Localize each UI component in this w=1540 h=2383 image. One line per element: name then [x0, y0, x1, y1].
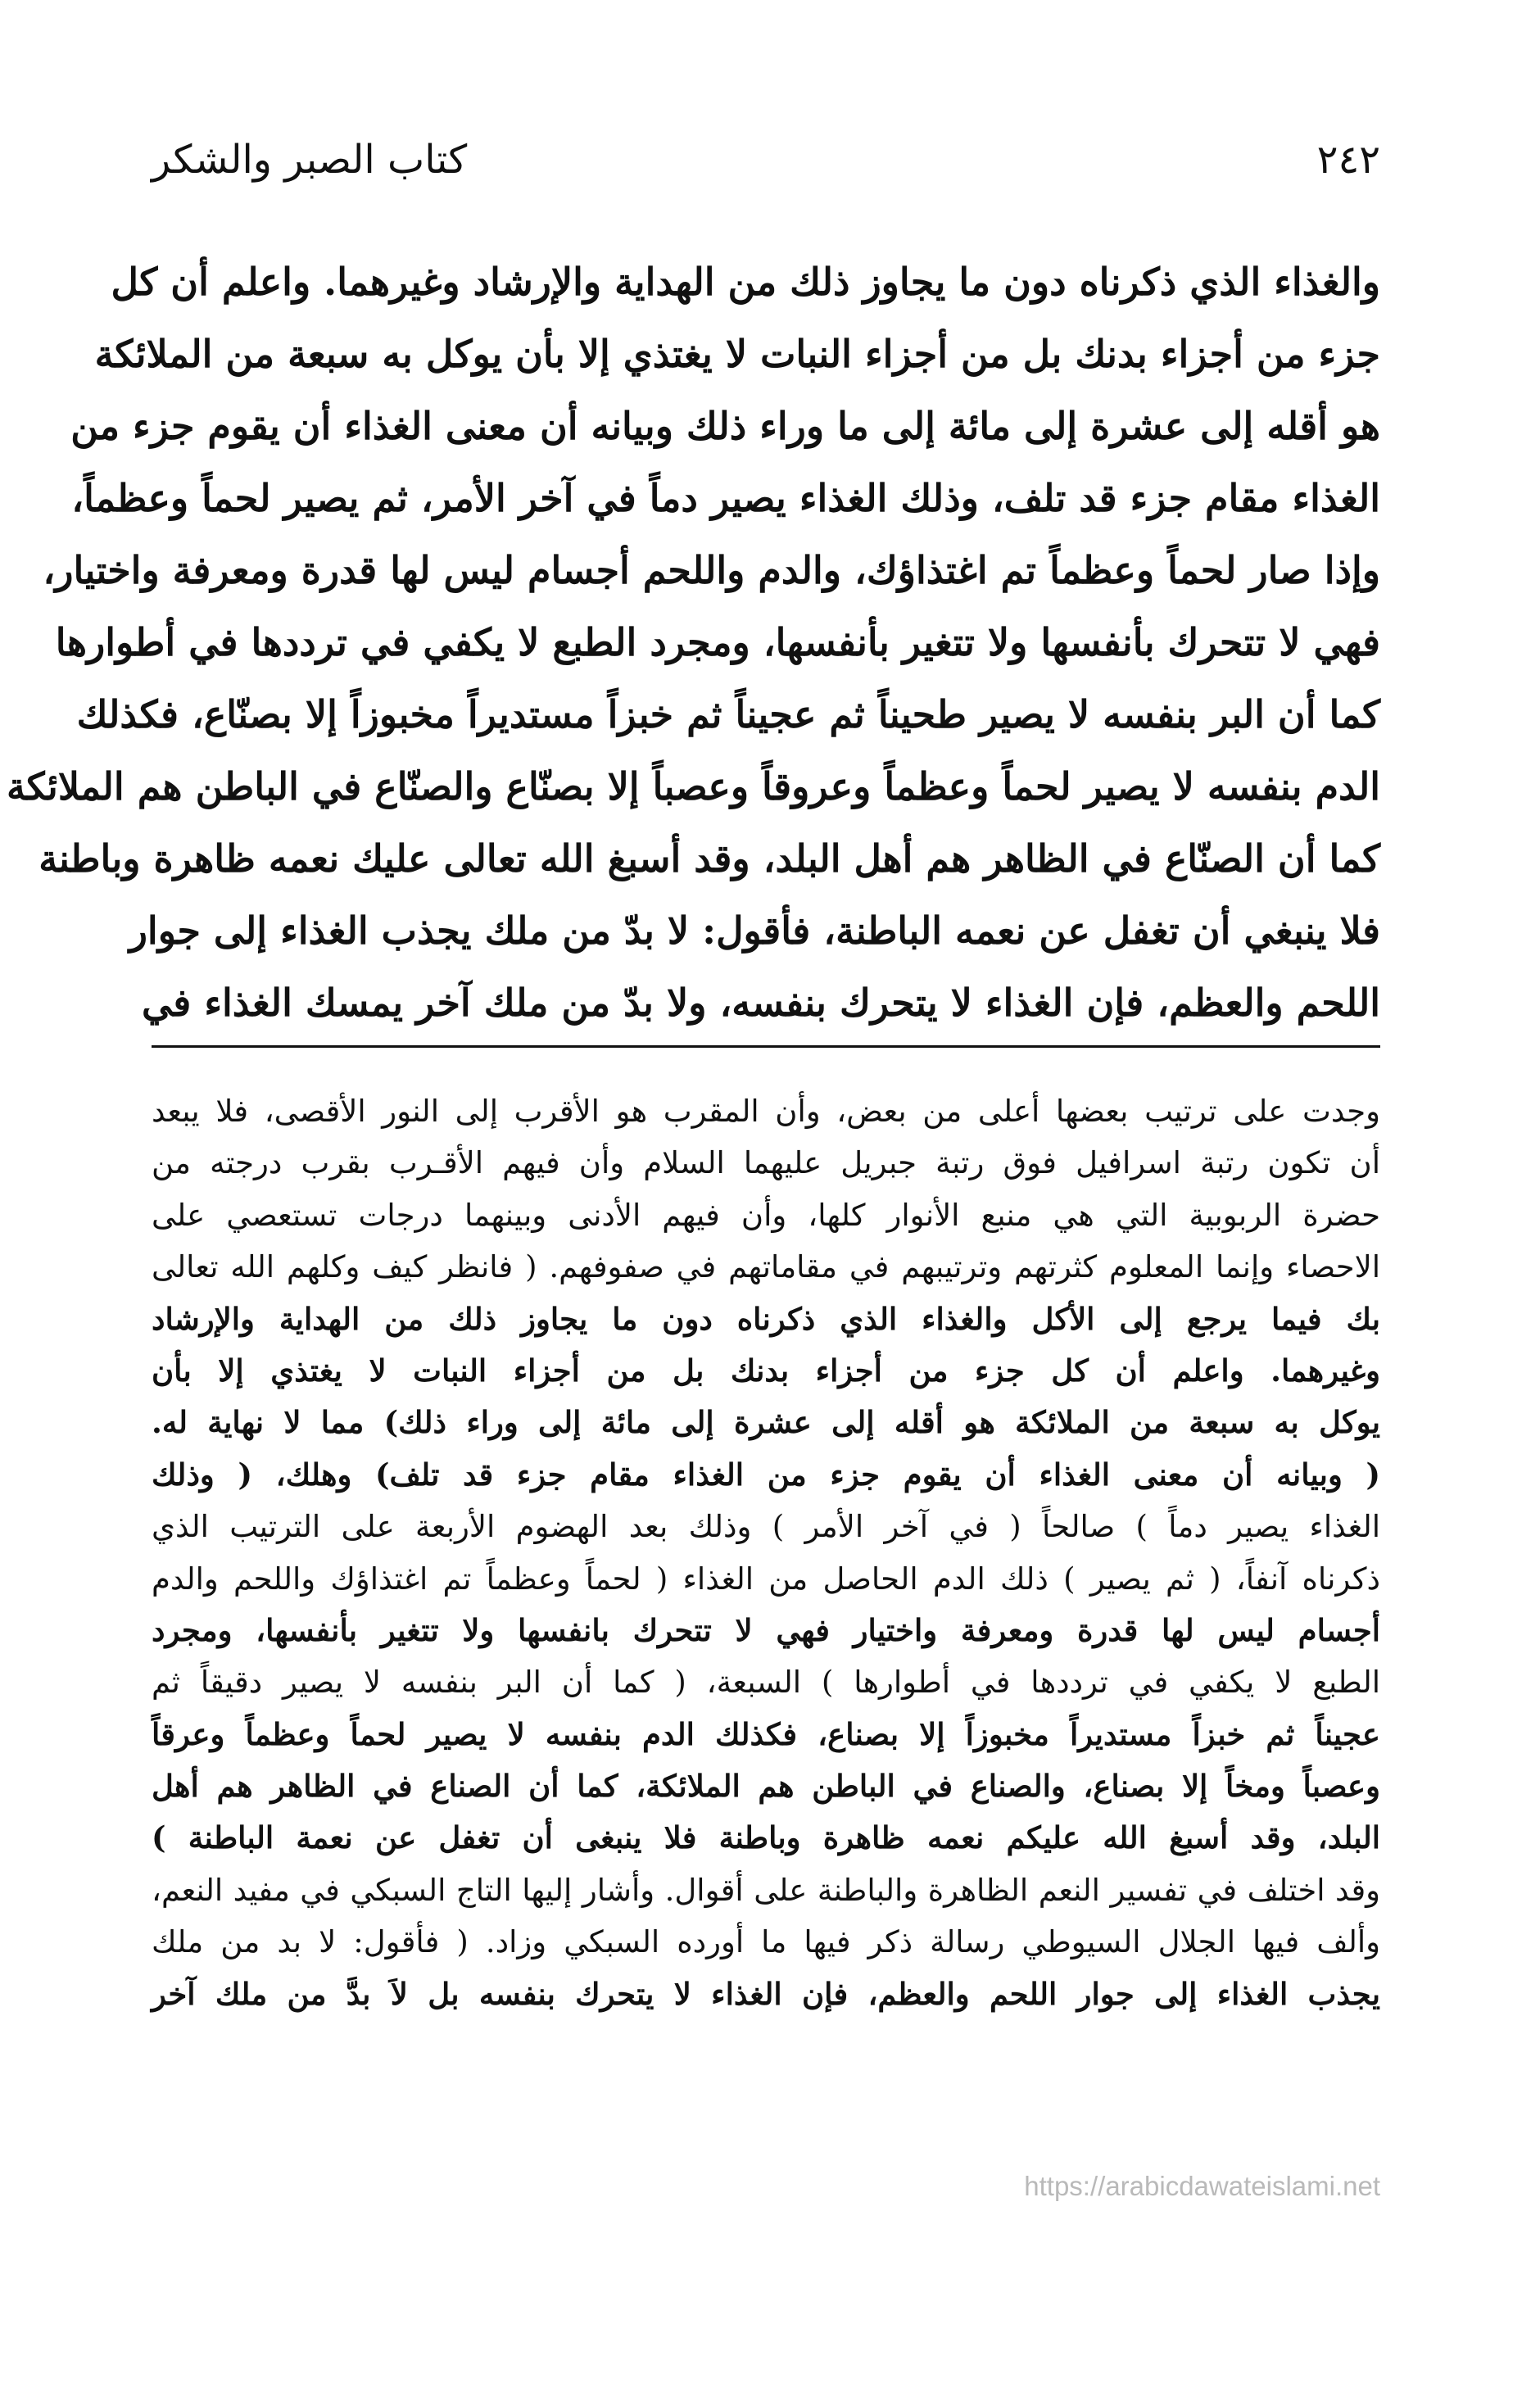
footnote-line: الطبع لا يكفي في ترددها في أطوارها ) السبعة، ( كما أن البر بنفسه لا يصير دقيقاً ثم — [152, 1665, 1380, 1701]
main-line: الدم بنفسه لا يصير لحماً وعظماً وعروقاً وعصباً إلا بصنّاع والصنّاع في الباطن هم الملائكة — [6, 764, 1380, 809]
page-header — [152, 123, 1380, 197]
main-line: جزء من أجزاء بدنك بل من أجزاء النبات لا يغتذي إلا بأن يوكل به سبعة من الملائكة — [94, 332, 1380, 376]
main-line: اللحم والعظم، فإن الغذاء لا يتحرك بنفسه، ولا بدّ من ملك آخر يمسك الغذاء في — [141, 981, 1380, 1025]
page-number: ٢٤٢ — [1316, 137, 1380, 183]
footnote-line: وعصباً ومخاً إلا بصناع، والصناع في الباطن هم الملائكة، كما أن الصناع في الظاهر هم أهل — [152, 1768, 1380, 1805]
footnote-line: ذكرناه آنفاً، ( ثم يصير ) ذلك الدم الحاصل من الغذاء ( لحماً وعظماً تم اغتذاؤك واللحم والدم — [152, 1561, 1380, 1597]
footnote-line: يجذب الغذاء إلى جوار اللحم والعظم، فإن الغذاء لا يتحرك بنفسه بل لاَ بدَّ من ملك آخر — [152, 1975, 1380, 2012]
footnote-commentary — [152, 1085, 1380, 2020]
main-text — [6, 246, 1380, 1039]
footnote-line: ( وبيانه أن معنى الغذاء أن يقوم جزء من الغذاء مقام جزء قد تلف) وهلك، ( وذلك — [152, 1456, 1380, 1493]
main-line: فهي لا تتحرك بأنفسها ولا تتغير بأنفسها، ومجرد الطبع لا يكفي في ترددها في أطوارها — [55, 620, 1380, 664]
footnote-line: الغذاء يصير دماً ) صالحاً ( في آخر الأمر ) وذلك بعد الهضوم الأربعة على الترتيب الذي — [152, 1509, 1380, 1545]
footnote-line: وقد اختلف في تفسير النعم الظاهرة والباطنة على أقوال. وأشار إليها التاج السبكي في مفيد النعم، — [152, 1872, 1380, 1908]
footnote-line: عجيناً ثم خبزاً مستديراً مخبوزاً إلا بصناع، فكذلك الدم بنفسه لا يصير لحماً وعظماً وعرقاً — [152, 1715, 1380, 1752]
footnote-line: وغيرهما. واعلم أن كل جزء من أجزاء بدنك بل من أجزاء النبات لا يغتذي إلا بأن — [152, 1352, 1380, 1389]
main-line: هو أقله إلى عشرة إلى مائة إلى ما وراء ذلك وبيانه أن معنى الغذاء أن يقوم جزء من — [70, 404, 1380, 448]
main-line: كما أن الصنّاع في الظاهر هم أهل البلد، وقد أسبغ الله تعالى عليك نعمه ظاهرة وباطنة — [38, 836, 1380, 881]
main-line: الغذاء مقام جزء قد تلف، وذلك الغذاء يصير دماً في آخر الأمر، ثم يصير لحماً وعظماً، — [71, 476, 1380, 520]
footnote-line: أجسام ليس لها قدرة ومعرفة واختيار فهي لا تتحرك بانفسها ولا تتغير بأنفسها، ومجرد — [152, 1611, 1380, 1648]
book-title: كتاب الصبر والشكر — [152, 137, 468, 183]
main-line: وإذا صار لحماً وعظماً تم اغتذاؤك، والدم واللحم أجسام ليس لها قدرة ومعرفة واختيار، — [43, 548, 1380, 592]
footnote-line: بك فيما يرجع إلى الأكل والغذاء الذي ذكرناه دون ما يجاوز ذلك من الهداية والإرشاد — [152, 1300, 1380, 1337]
main-line: والغذاء الذي ذكرناه دون ما يجاوز ذلك من الهداية والإرشاد وغيرهما. واعلم أن كل — [111, 260, 1380, 304]
footnote-line: وألف فيها الجلال السيوطي رسالة ذكر فيها ما أورده السبكي وزاد. ( فأقول: لا بد من ملك — [152, 1924, 1380, 1960]
footnote-line: يوكل به سبعة من الملائكة هو أقله إلى عشرة إلى مائة إلى وراء ذلك) مما لا نهاية له. — [152, 1404, 1380, 1441]
footnote-divider — [152, 1045, 1380, 1048]
footnote-line: الاحصاء وإنما المعلوم كثرتهم وترتيبهم في مقاماتهم في صفوفهم. ( فانظر كيف وكلهم الله تعالى — [152, 1249, 1380, 1285]
footnote-line: البلد، وقد أسبغ الله عليكم نعمه ظاهرة وباطنة فلا ينبغى أن تغفل عن نعمة الباطنة ) — [152, 1819, 1380, 1856]
watermark-url: https://arabicdawateislami.net — [1024, 2171, 1380, 2201]
footnote-line: أن تكون رتبة اسرافيل فوق رتبة جبريل عليهما السلام وأن فيهم الأقـرب بقرب درجته من — [152, 1145, 1380, 1181]
footnote-line: وجدت على ترتيب بعضها أعلى من بعض، وأن المقرب هو الأقرب إلى النور الأقصى، فلا يبعد — [152, 1094, 1380, 1129]
main-line: كما أن البر بنفسه لا يصير طحيناً ثم عجيناً ثم خبزاً مستديراً مخبوزاً إلا بصنّاع، فكذلك — [76, 692, 1380, 736]
footnote-line: حضرة الربوبية التي هي منبع الأنوار كلها، وأن فيهم الأدنى وبينهما درجات تستعصي على — [152, 1197, 1380, 1233]
main-line: فلا ينبغي أن تغفل عن نعمه الباطنة، فأقول: لا بدّ من ملك يجذب الغذاء إلى جوار — [129, 908, 1380, 953]
